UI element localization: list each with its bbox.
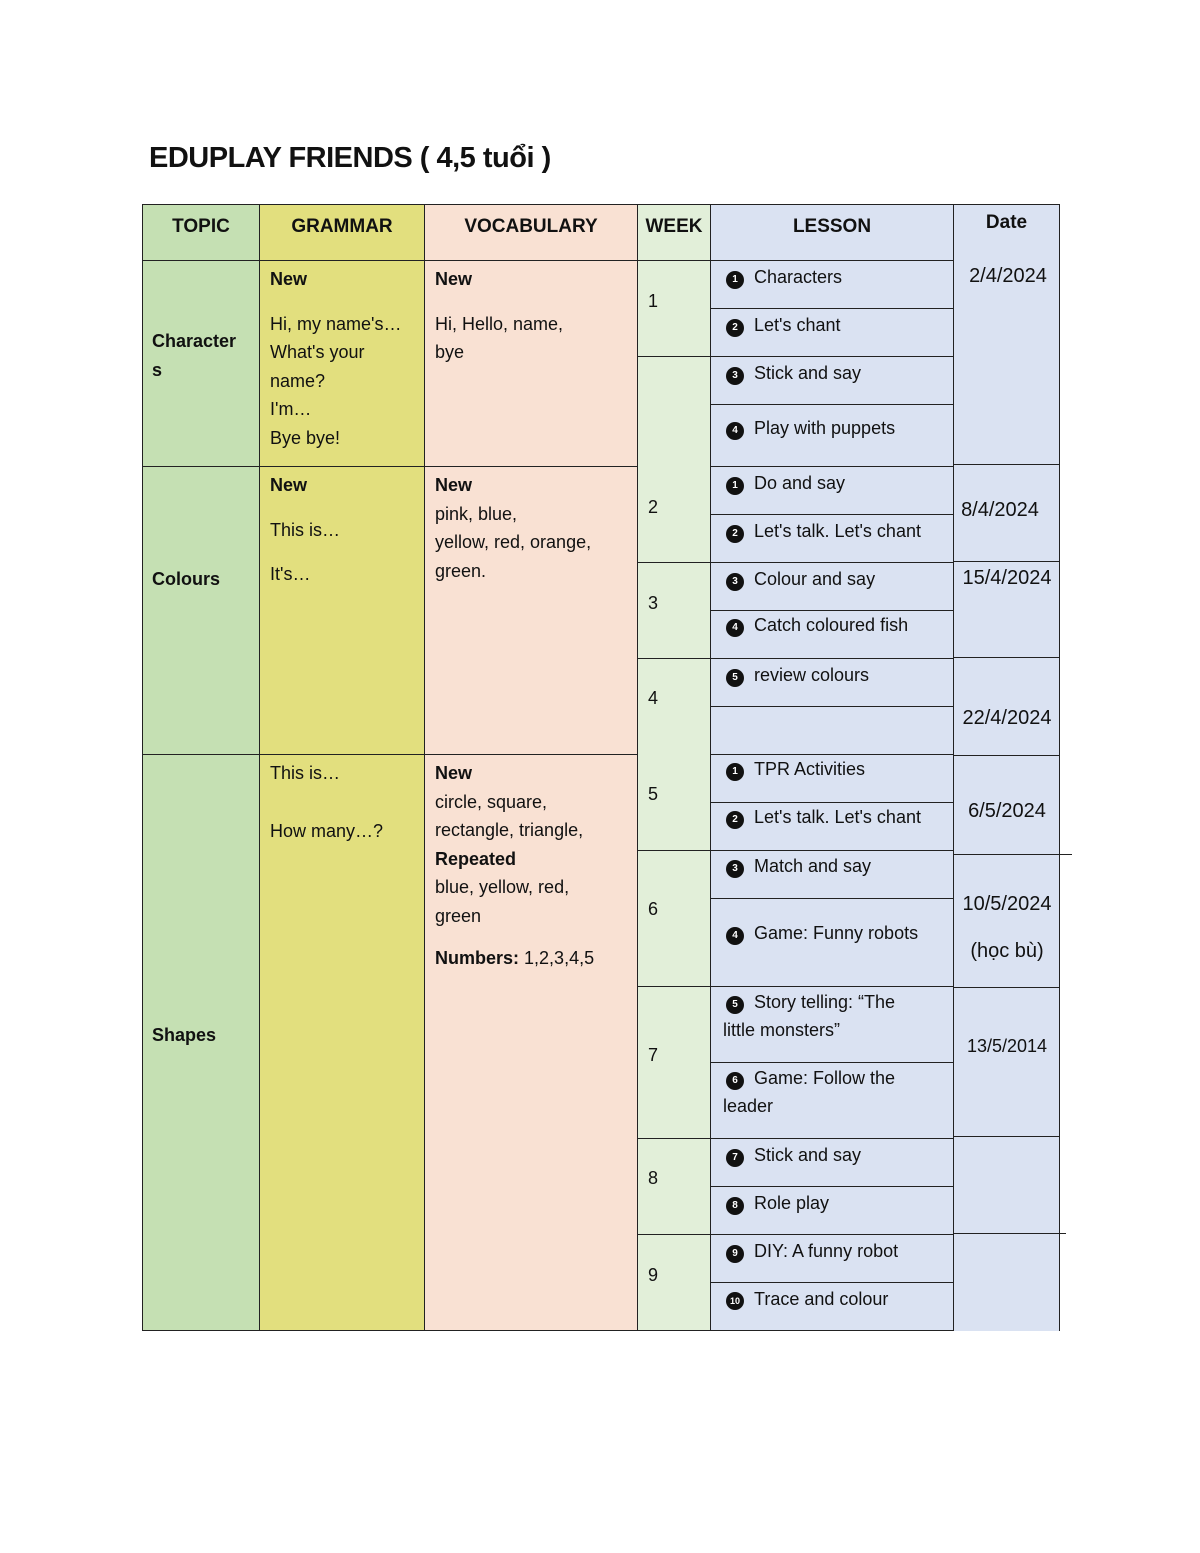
lesson-divider (710, 1234, 955, 1235)
lesson-label: Catch coloured fish (754, 615, 909, 635)
week-number: 4 (648, 688, 659, 708)
number-circle-icon: 3 (726, 573, 744, 591)
week-divider (637, 1234, 711, 1235)
date-divider (954, 561, 1060, 562)
week-divider (637, 356, 711, 357)
number-circle-icon: 1 (726, 763, 744, 781)
lesson-item (726, 565, 875, 594)
lesson-label: Stick and say (754, 363, 862, 383)
number-circle-icon: 9 (726, 1245, 744, 1263)
number-circle-icon: 2 (726, 811, 744, 829)
grammar-line: Bye bye! (270, 427, 341, 448)
number-circle-icon: 1 (726, 271, 744, 289)
vocab-line: Hi, Hello, name, (435, 313, 564, 334)
grammar-colours (259, 466, 425, 755)
vocab-new-heading: New (435, 475, 473, 495)
grammar-line: What's your (270, 342, 365, 362)
grammar-shapes (259, 754, 425, 1331)
lesson-label: Play with puppets (754, 418, 896, 438)
vocabulary-shapes (424, 754, 638, 1331)
lesson-divider (710, 356, 955, 357)
number-circle-icon: 5 (726, 996, 744, 1014)
lesson-divider (710, 562, 955, 563)
lesson-item (726, 469, 845, 498)
lesson-label: Colour and say (754, 569, 876, 589)
lesson-label: Let's talk. Let's chant (754, 521, 921, 541)
header-week: WEEK (637, 204, 711, 261)
lesson-item (726, 988, 948, 1017)
lesson-item (726, 1189, 829, 1218)
vocab-line: green (435, 905, 482, 926)
week-number: 3 (648, 593, 659, 613)
grammar-characters (259, 260, 425, 467)
lesson-label: Do and say (754, 473, 846, 493)
week-number: 8 (648, 1168, 659, 1188)
lesson-divider (710, 1062, 955, 1063)
document-title: EDUPLAY FRIENDS ( 4,5 tuổi ) (149, 142, 551, 174)
number-circle-icon: 4 (726, 927, 744, 945)
number-circle-icon: 3 (726, 367, 744, 385)
vocabulary-characters (424, 260, 638, 467)
lesson-divider (710, 1186, 955, 1187)
lesson-label: review colours (754, 665, 870, 685)
vocab-line: blue, yellow, red, (435, 877, 570, 897)
lesson-date: 6/5/2024 (968, 800, 1046, 822)
week-divider (637, 850, 711, 851)
number-circle-icon: 3 (726, 860, 744, 878)
number-circle-icon: 5 (726, 669, 744, 687)
grammar-new-heading: New (270, 475, 308, 495)
lesson-item (726, 263, 842, 292)
lesson-date-note: (học bù) (970, 940, 1044, 962)
number-circle-icon: 10 (726, 1292, 744, 1310)
number-circle-icon: 8 (726, 1197, 744, 1215)
grammar-line: How many…? (270, 820, 384, 841)
week-number: 5 (648, 784, 659, 804)
lesson-date: 8/4/2024 (961, 499, 1039, 521)
lesson-date: 2/4/2024 (969, 265, 1047, 287)
number-circle-icon: 6 (726, 1072, 744, 1090)
lesson-item (726, 852, 871, 881)
lesson-item (726, 311, 841, 340)
topic-shapes-cell (142, 754, 260, 1331)
lesson-divider (710, 898, 955, 899)
date-divider (954, 987, 1060, 988)
week-divider (637, 658, 711, 659)
lesson-date: 13/5/2014 (966, 1036, 1048, 1056)
lesson-label: Game: Follow the (754, 1068, 896, 1088)
grammar-line: It's… (270, 564, 311, 584)
week-number: 9 (648, 1265, 659, 1285)
header-lesson: LESSON (710, 204, 954, 261)
topic-characters: Character s (152, 331, 237, 380)
lesson-item (726, 359, 861, 388)
week-divider (637, 562, 711, 563)
lesson-item (726, 611, 908, 640)
date-divider (954, 755, 1060, 756)
grammar-line: name? (270, 370, 326, 391)
header-topic: TOPIC (142, 204, 260, 261)
grammar-line: I'm… (270, 399, 312, 419)
week-number: 6 (648, 899, 659, 919)
header-vocabulary: VOCABULARY (424, 204, 638, 261)
lesson-label: Role play (754, 1193, 830, 1213)
date-divider (954, 464, 1060, 465)
header-date: Date (953, 204, 1060, 261)
lesson-divider (710, 850, 955, 851)
header-grammar: GRAMMAR (259, 204, 425, 261)
vocab-numbers-value: 1,2,3,4,5 (524, 948, 595, 968)
vocab-line: yellow, red, orange, (435, 532, 592, 552)
vocab-new-heading: New (435, 269, 473, 289)
lesson-divider (710, 514, 955, 515)
vocab-line: bye (435, 342, 465, 362)
grammar-line: This is… (270, 763, 341, 783)
lesson-item (726, 1141, 861, 1170)
lesson-label: Characters (754, 267, 843, 287)
date-column (954, 260, 1060, 1331)
lesson-divider (710, 1282, 955, 1283)
lesson-item (726, 661, 869, 690)
lesson-date: 15/4/2024 (962, 567, 1052, 589)
topic-characters-cell (142, 260, 260, 467)
vocabulary-colours (424, 466, 638, 755)
lesson-item (726, 919, 918, 948)
grammar-line: This is… (270, 519, 341, 540)
lesson-item (726, 755, 865, 784)
lesson-item (726, 517, 921, 546)
vocab-numbers-label: Numbers: (435, 948, 520, 968)
vocab-numbers (435, 944, 627, 973)
lesson-item (726, 1285, 888, 1314)
lesson-divider (710, 404, 955, 405)
lesson-label: Let's talk. Let's chant (754, 807, 921, 827)
lesson-divider (710, 1138, 955, 1139)
vocab-repeated-heading: Repeated (435, 848, 517, 869)
number-circle-icon: 1 (726, 477, 744, 495)
lesson-label: Let's chant (754, 315, 841, 335)
week-divider (637, 986, 711, 987)
topic-colours: Colours (152, 569, 221, 589)
number-circle-icon: 2 (726, 525, 744, 543)
lesson-date: 22/4/2024 (962, 707, 1052, 729)
lesson-label: Stick and say (754, 1145, 862, 1165)
lesson-label-cont: leader (723, 1096, 774, 1116)
lesson-item (726, 414, 895, 443)
week-divider (637, 1138, 711, 1139)
lesson-label: DIY: A funny robot (754, 1241, 899, 1261)
lesson-divider (710, 986, 955, 987)
topic-shapes: Shapes (152, 1025, 217, 1045)
lesson-divider (710, 658, 955, 659)
lesson-divider (710, 466, 955, 467)
date-divider (954, 854, 1072, 855)
number-circle-icon: 2 (726, 319, 744, 337)
vocab-new-heading: New (435, 763, 473, 783)
date-divider (954, 657, 1060, 658)
lesson-label: Match and say (754, 856, 872, 876)
vocab-line: circle, square, (435, 791, 548, 812)
grammar-line: Hi, my name's… (270, 313, 402, 334)
week-number: 7 (648, 1045, 659, 1065)
lesson-label: Trace and colour (754, 1289, 889, 1309)
vocab-line: pink, blue, (435, 503, 518, 524)
lesson-label: Story telling: “The (754, 992, 896, 1012)
lesson-divider (710, 706, 955, 707)
date-divider (954, 1233, 1066, 1234)
date-divider (954, 1136, 1060, 1137)
lesson-item (726, 1237, 898, 1266)
number-circle-icon: 4 (726, 422, 744, 440)
lesson-label-cont: little monsters” (723, 1020, 841, 1040)
number-circle-icon: 7 (726, 1149, 744, 1167)
lesson-item (726, 803, 921, 832)
vocab-line: green. (435, 560, 487, 581)
topic-colours-cell (142, 466, 260, 755)
lesson-divider (710, 308, 955, 309)
vocab-line: rectangle, triangle, (435, 820, 584, 840)
grammar-new-heading: New (270, 269, 308, 289)
lesson-item (726, 1064, 895, 1093)
week-number: 1 (648, 291, 659, 311)
week-number: 2 (648, 497, 659, 517)
number-circle-icon: 4 (726, 619, 744, 637)
lesson-label: Game: Funny robots (754, 923, 919, 943)
lesson-label: TPR Activities (754, 759, 866, 779)
lesson-date: 10/5/2024 (962, 893, 1052, 915)
